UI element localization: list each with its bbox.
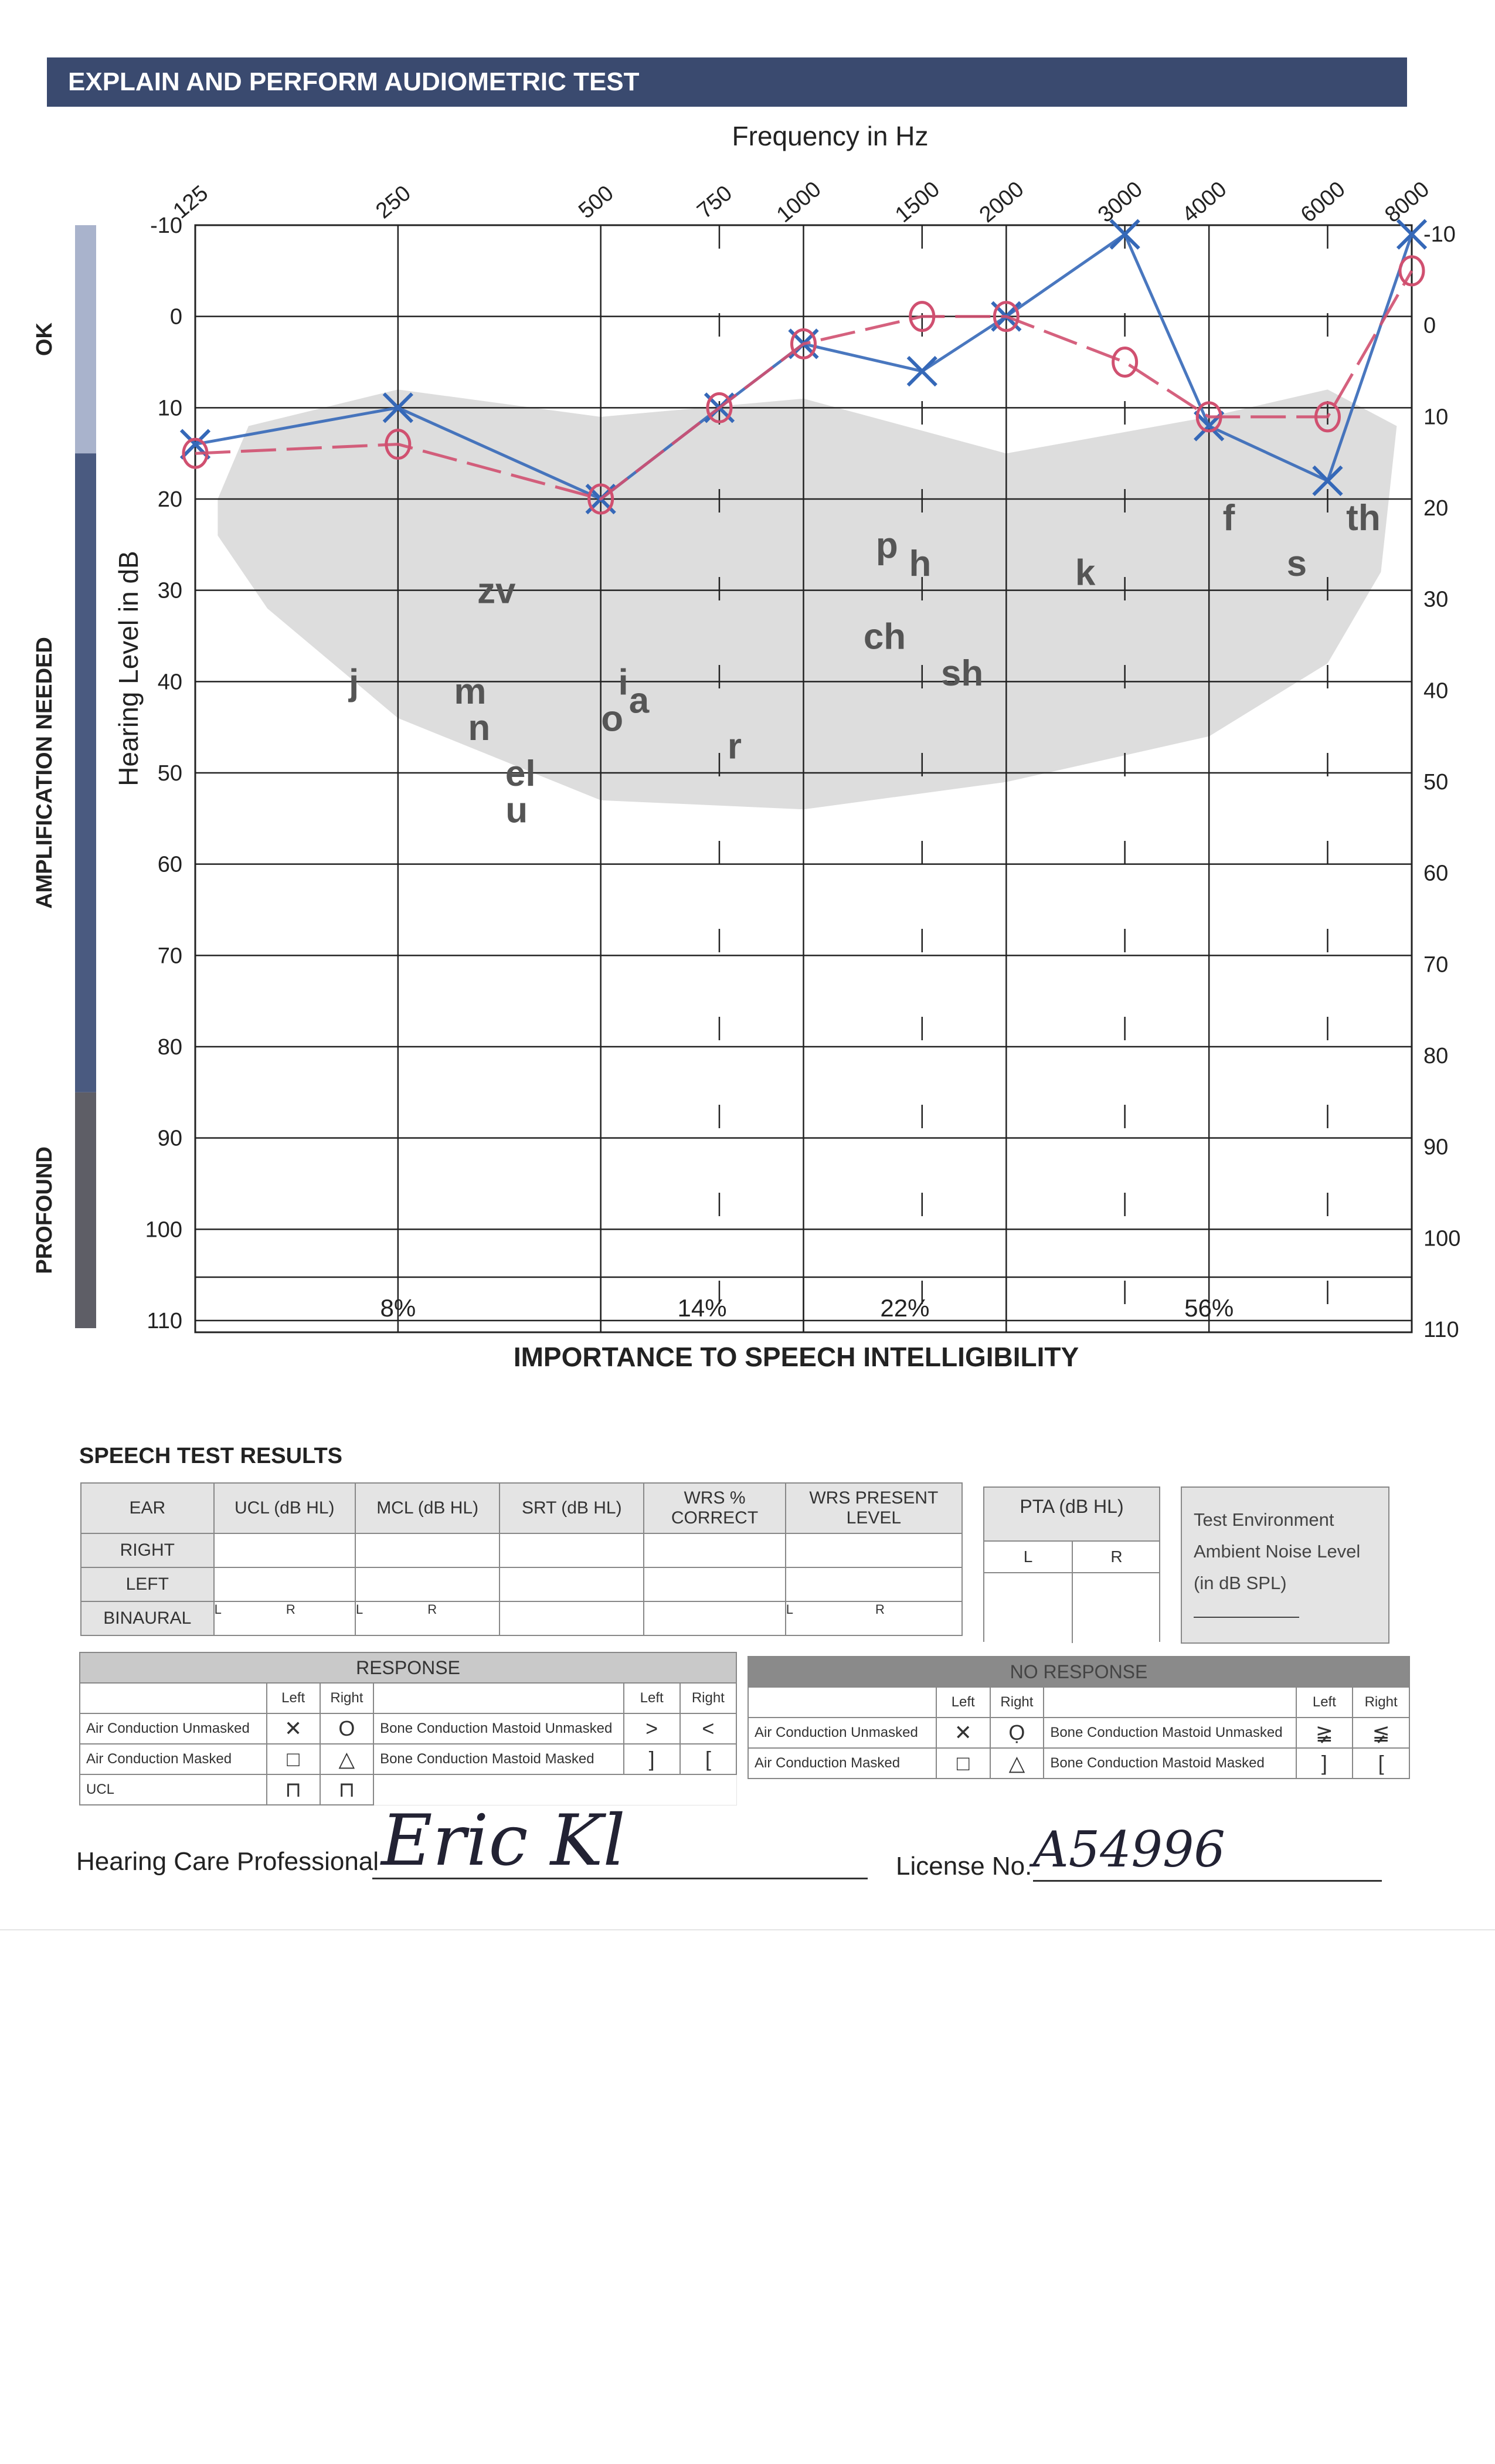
y-tick-label-right: 20	[1423, 496, 1449, 521]
blank-scan-area	[0, 1929, 1495, 2464]
col-wrs-correct: WRS % CORRECT	[644, 1483, 785, 1533]
phoneme-h: h	[909, 543, 932, 584]
y-tick-label: 40	[157, 670, 182, 695]
x-tick-label: 1500	[891, 177, 944, 228]
y-tick-label-right: 50	[1423, 770, 1449, 795]
pta-r: R	[1073, 1542, 1160, 1573]
y-tick-label-right: 0	[1423, 313, 1436, 338]
importance-title: IMPORTANCE TO SPEECH INTELLIGIBILITY	[513, 1342, 1079, 1372]
y-tick-label-right: 10	[1423, 405, 1449, 430]
phoneme-el: el	[505, 754, 536, 794]
y-tick-label: 30	[157, 578, 182, 603]
phoneme-p: p	[875, 525, 898, 566]
speech-banana	[218, 389, 1397, 809]
no-response-title: NO RESPONSE	[748, 1657, 1409, 1687]
band-label: PROFOUND	[32, 1146, 57, 1274]
pta-l: L	[984, 1542, 1072, 1573]
y-tick-label: 90	[157, 1126, 182, 1151]
cell-wrs-lr[interactable]: L R	[786, 1601, 962, 1635]
cell[interactable]	[500, 1533, 644, 1567]
cell[interactable]	[500, 1601, 644, 1635]
phoneme-s: s	[1286, 543, 1307, 584]
x-tick-label: 2000	[974, 177, 1029, 228]
right-o-marker	[1113, 348, 1137, 376]
phoneme-m: m	[454, 671, 487, 712]
y-tick-label: 20	[157, 487, 182, 512]
band-1	[75, 453, 96, 1092]
cell[interactable]	[644, 1533, 785, 1567]
y-tick-label: 50	[157, 761, 182, 786]
license-label: License No.	[896, 1852, 1032, 1881]
cell[interactable]	[644, 1601, 785, 1635]
speech-table	[80, 1482, 963, 1636]
response-title: RESPONSE	[80, 1652, 736, 1683]
col-wrs-level: WRS PRESENT LEVEL	[786, 1483, 962, 1533]
band-2	[75, 1092, 96, 1328]
y-tick-label: 0	[169, 304, 182, 330]
row-right: RIGHT	[81, 1533, 214, 1567]
cell[interactable]	[786, 1533, 962, 1567]
x-tick-label: 1000	[772, 177, 826, 228]
pta-box	[983, 1486, 1160, 1642]
env-input-line[interactable]	[1194, 1617, 1299, 1618]
o-symbol: O	[320, 1713, 373, 1744]
cell[interactable]	[214, 1533, 355, 1567]
response-legend: RESPONSE Left Right Left Right Air Conduction Unmasked ✕ O Bone Conduction Mastoid Unmasked > < Air Conduction Masked □ △ Bone Conduction Mastoid Masked ] [ UCL ⊓ ⊓	[79, 1652, 737, 1805]
col-ucl: UCL (dB HL)	[214, 1483, 355, 1533]
col-mcl: MCL (dB HL)	[355, 1483, 500, 1533]
x-tick-label: 500	[574, 181, 619, 224]
cell[interactable]	[355, 1567, 500, 1601]
y-tick-label: 10	[157, 396, 182, 421]
pta-title: PTA (dB HL)	[1020, 1496, 1124, 1517]
row-binaural: BINAURAL	[81, 1601, 214, 1635]
speech-title: SPEECH TEST RESULTS	[79, 1444, 343, 1468]
x-tick-label: 125	[168, 181, 213, 224]
left-x-marker	[908, 357, 936, 385]
y-tick-label-right: 80	[1423, 1044, 1449, 1068]
y-tick-label-right: 90	[1423, 1135, 1449, 1160]
cell[interactable]	[214, 1567, 355, 1601]
signature: Eric Kl	[381, 1800, 626, 1882]
license-number: A54996	[1033, 1821, 1225, 1878]
x-tick-label: 8000	[1380, 177, 1435, 228]
form-header: EXPLAIN AND PERFORM AUDIOMETRIC TEST	[47, 57, 1407, 107]
cell-ucl-lr[interactable]: L R	[214, 1601, 355, 1635]
phoneme-r: r	[727, 726, 742, 767]
importance-label: 14%	[677, 1294, 727, 1322]
professional-label: Hearing Care Professional	[76, 1847, 379, 1876]
importance-label: 22%	[880, 1294, 930, 1322]
y-tick-label: 60	[157, 852, 182, 877]
env-line2: Ambient Noise Level	[1194, 1541, 1361, 1562]
x-tick-label: 6000	[1296, 177, 1350, 228]
x-tick-label: 750	[692, 181, 738, 224]
y-tick-label: 80	[157, 1035, 182, 1060]
row-left: LEFT	[81, 1567, 214, 1601]
y-tick-label-right: 60	[1423, 861, 1449, 886]
x-symbol: ✕	[267, 1713, 320, 1744]
env-line1: Test Environment	[1194, 1509, 1334, 1530]
phoneme-u: u	[505, 790, 528, 831]
license-line[interactable]	[1033, 1880, 1382, 1882]
phoneme-sh: sh	[940, 653, 984, 694]
y-tick-label-right: 100	[1423, 1226, 1461, 1251]
y-tick-label: 100	[145, 1217, 182, 1243]
band-label: OK	[32, 323, 57, 357]
cell[interactable]	[786, 1567, 962, 1601]
y-tick-label-right: 40	[1423, 678, 1449, 704]
band-0	[75, 225, 96, 453]
phoneme-th: th	[1346, 498, 1381, 539]
y-tick-label-right: 30	[1423, 587, 1449, 612]
y-axis-label: Hearing Level in dB	[113, 551, 144, 786]
col-ear: EAR	[81, 1483, 214, 1533]
env-line3: (in dB SPL)	[1194, 1573, 1287, 1593]
y-tick-label-right: 110	[1423, 1318, 1459, 1342]
y-tick-label-right: 70	[1423, 952, 1449, 978]
x-tick-label: 250	[371, 181, 416, 224]
x-tick-label: 4000	[1177, 177, 1232, 228]
chart-title: Frequency in Hz	[732, 121, 929, 151]
cell[interactable]	[500, 1567, 644, 1601]
phoneme-k: k	[1075, 552, 1096, 593]
cell[interactable]	[644, 1567, 785, 1601]
phoneme-o: o	[601, 698, 624, 739]
environment-box	[1181, 1486, 1389, 1644]
importance-label: 8%	[380, 1294, 416, 1322]
phoneme-f: f	[1222, 498, 1235, 539]
phoneme-i: i	[618, 662, 628, 703]
band-label: AMPLIFICATION NEEDED	[32, 637, 57, 909]
col-srt: SRT (dB HL)	[500, 1483, 644, 1533]
no-response-legend: NO RESPONSE Left Right Left Right Air Conduction Unmasked ✕ Ọ Bone Conduction Mastoid Unmasked ≩ ≨ Air Conduction Masked □ △ Bone Conduction Mastoid Masked ] [	[748, 1656, 1410, 1779]
y-tick-label: 70	[157, 943, 182, 969]
phoneme-j: j	[348, 662, 359, 703]
phoneme-ch: ch	[863, 616, 906, 657]
y-tick-label: -10	[150, 213, 182, 238]
phoneme-n: n	[468, 708, 491, 749]
phoneme-zv: zv	[477, 571, 516, 612]
y-tick-label-right: -10	[1423, 222, 1456, 247]
y-tick-label: 110	[147, 1309, 182, 1333]
cell[interactable]	[355, 1533, 500, 1567]
importance-label: 56%	[1184, 1294, 1234, 1322]
x-tick-label: 3000	[1093, 177, 1147, 228]
cell-mcl-lr[interactable]: L R	[355, 1601, 500, 1635]
phoneme-a: a	[628, 680, 650, 721]
